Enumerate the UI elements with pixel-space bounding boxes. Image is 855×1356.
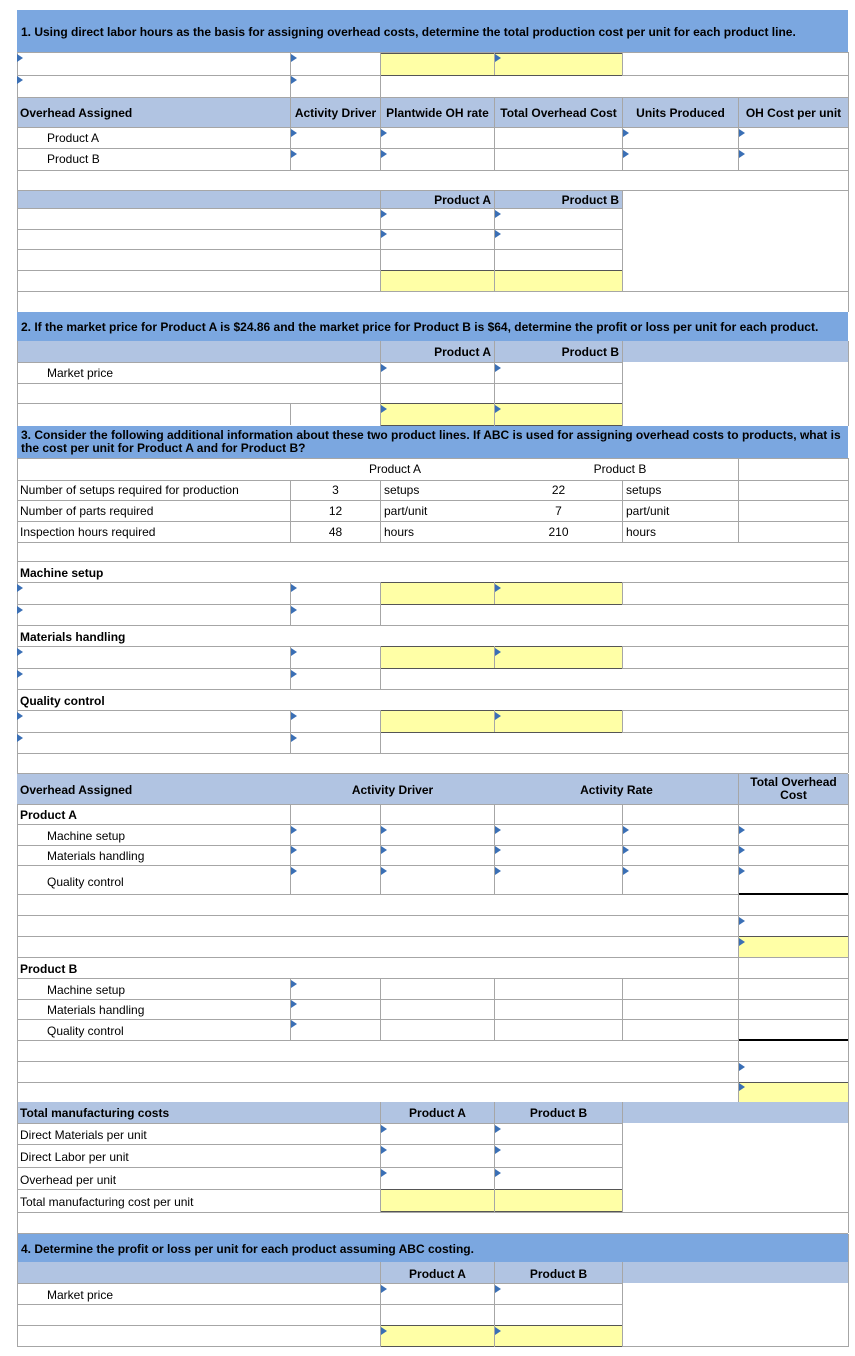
input-marker-icon — [291, 1000, 297, 1008]
grid-row-line — [17, 249, 622, 250]
q1-rate-answer[interactable] — [381, 53, 622, 76]
grid-col-line — [380, 978, 381, 1040]
grid-col-line — [848, 774, 849, 1233]
grid-col-line — [17, 98, 18, 191]
q2-col-b: Product B — [561, 345, 619, 359]
input-marker-icon — [291, 584, 297, 592]
q1-header-driver: Activity Driver — [294, 106, 377, 120]
grid-row-line — [17, 689, 848, 690]
input-marker-icon — [739, 867, 745, 875]
q3-info-col-b: Product B — [593, 462, 647, 476]
input-marker-icon — [739, 1063, 745, 1071]
info-row-b-value: 7 — [555, 504, 562, 518]
grid-row-line — [17, 915, 848, 916]
grid-row-line — [17, 753, 848, 754]
abc-header-rate: Activity Rate — [580, 783, 653, 797]
input-marker-icon — [739, 846, 745, 854]
input-marker-icon — [381, 129, 387, 137]
tmc-col-a: Product A — [409, 1106, 466, 1120]
q1-cost-per-unit-b[interactable] — [495, 270, 622, 292]
grid-row-line — [17, 1212, 848, 1213]
info-row-label: Number of parts required — [20, 504, 154, 518]
abc-b-materials-handling: Materials handling — [47, 1003, 145, 1017]
tmc-row-total: Total manufacturing cost per unit — [20, 1195, 194, 1209]
input-marker-icon — [495, 364, 501, 372]
q1-header-ohcost: OH Cost per unit — [745, 106, 842, 120]
input-marker-icon — [739, 150, 745, 158]
tmc-total-a[interactable] — [381, 1189, 494, 1212]
input-marker-icon — [739, 129, 745, 137]
grid-row-line — [17, 824, 848, 825]
grid-row-line — [17, 1082, 848, 1083]
grid-row-line — [17, 1019, 848, 1020]
grid-col-line — [848, 98, 849, 191]
grid-col-line — [848, 561, 849, 773]
input-marker-icon — [381, 230, 387, 238]
grid-row-line — [17, 458, 848, 459]
grid-col-line — [17, 341, 18, 426]
input-marker-icon — [17, 76, 23, 84]
grid-col-line — [622, 646, 623, 668]
input-marker-icon — [495, 1327, 501, 1335]
grid-col-line — [848, 1234, 849, 1347]
input-marker-icon — [381, 364, 387, 372]
grid-row-line — [17, 383, 622, 384]
abc-b-quality-control: Quality control — [47, 1024, 124, 1038]
input-marker-icon — [623, 150, 629, 158]
grid-row-line — [17, 148, 848, 149]
grid-row-line — [17, 865, 848, 866]
input-marker-icon — [739, 938, 745, 946]
info-row-b-unit: setups — [626, 483, 662, 497]
input-marker-icon — [623, 867, 629, 875]
input-marker-icon — [381, 846, 387, 854]
grid-col-line — [848, 341, 849, 426]
abc-b-machine-setup: Machine setup — [47, 983, 126, 997]
input-marker-icon — [495, 230, 501, 238]
input-marker-icon — [381, 150, 387, 158]
input-marker-icon — [291, 648, 297, 656]
input-marker-icon — [381, 405, 387, 413]
grid-row-line — [17, 894, 848, 895]
subtotal-rule — [739, 893, 848, 895]
info-row-a-value: 3 — [332, 483, 339, 497]
q1-question: 1. Using direct labor hours as the basis for assigning overhead costs, determine the total production cost per unit for each product line. — [21, 25, 796, 39]
input-marker-icon — [291, 867, 297, 875]
input-marker-icon — [495, 648, 501, 656]
grid-col-line — [848, 191, 849, 312]
input-marker-icon — [381, 826, 387, 834]
q1-cost-per-unit-a[interactable] — [381, 270, 494, 292]
info-row-label: Number of setups required for production — [20, 483, 239, 497]
grid-col-line — [17, 1234, 18, 1347]
tmc-row-dl: Direct Labor per unit — [20, 1150, 129, 1164]
input-marker-icon — [495, 1169, 501, 1177]
input-marker-icon — [291, 670, 297, 678]
input-marker-icon — [495, 584, 501, 592]
grid-row-line — [17, 291, 848, 292]
input-marker-icon — [381, 1327, 387, 1335]
input-marker-icon — [381, 1125, 387, 1133]
q1-summary-col-a: Product A — [434, 193, 491, 207]
abc-product-b: Product B — [20, 962, 78, 976]
input-marker-icon — [623, 846, 629, 854]
grid-col-line — [622, 1102, 623, 1213]
input-marker-icon — [495, 210, 501, 218]
input-marker-icon — [381, 1169, 387, 1177]
tmc-total-b[interactable] — [495, 1189, 622, 1212]
q2-profit-b[interactable] — [495, 403, 622, 426]
subtotal-rule — [739, 1039, 848, 1041]
grid-col-line — [848, 52, 849, 98]
q2-profit-a[interactable] — [381, 403, 494, 426]
q4-profit-b[interactable] — [495, 1325, 622, 1347]
grid-col-line — [494, 98, 495, 170]
input-marker-icon — [495, 1285, 501, 1293]
input-marker-icon — [291, 606, 297, 614]
input-marker-icon — [495, 846, 501, 854]
info-row-a-value: 12 — [328, 504, 343, 518]
input-marker-icon — [739, 826, 745, 834]
input-marker-icon — [495, 54, 501, 62]
grid-row-line — [17, 1167, 622, 1168]
q4-market-price-label: Market price — [47, 1288, 114, 1302]
tmc-title: Total manufacturing costs — [20, 1106, 170, 1120]
info-row-b-value: 22 — [551, 483, 566, 497]
grid-row-line — [17, 1061, 848, 1062]
input-marker-icon — [17, 734, 23, 742]
q4-profit-a[interactable] — [381, 1325, 494, 1347]
q1-summary-col-b: Product B — [561, 193, 619, 207]
q1-header-overhead: Overhead Assigned — [20, 106, 133, 120]
grid-row-line — [17, 500, 848, 501]
abc-header-driver: Activity Driver — [351, 783, 434, 797]
info-row-a-unit: hours — [384, 525, 415, 539]
q2-col-a: Product A — [434, 345, 491, 359]
input-marker-icon — [291, 734, 297, 742]
grid-row-line — [17, 362, 622, 363]
info-row-a-unit: part/unit — [384, 504, 428, 518]
grid-col-line — [622, 582, 623, 604]
input-marker-icon — [17, 712, 23, 720]
input-marker-icon — [291, 980, 297, 988]
abc-product-a: Product A — [20, 808, 77, 822]
grid-col-line — [494, 978, 495, 1040]
grid-row-line — [17, 845, 848, 846]
input-marker-icon — [291, 129, 297, 137]
input-marker-icon — [495, 867, 501, 875]
input-marker-icon — [495, 405, 501, 413]
pool-materials-handling: Materials handling — [20, 630, 126, 644]
grid-col-line — [622, 1262, 623, 1347]
grid-col-line — [290, 403, 291, 425]
grid-row-line — [17, 208, 622, 209]
grid-row-line — [17, 480, 848, 481]
input-marker-icon — [291, 76, 297, 84]
grid-row-line — [17, 127, 848, 128]
input-marker-icon — [17, 648, 23, 656]
q2-market-price-label: Market price — [47, 366, 114, 380]
info-row-a-unit: setups — [384, 483, 420, 497]
info-row-b-unit: hours — [626, 525, 657, 539]
input-marker-icon — [291, 826, 297, 834]
abc-a-cost-per-unit[interactable] — [739, 936, 848, 958]
grid-col-line — [17, 804, 18, 1233]
grid-col-line — [17, 458, 18, 561]
q1-header-total: Total Overhead Cost — [500, 106, 617, 120]
tmc-col-b: Product B — [529, 1106, 588, 1120]
grid-row-line — [17, 229, 622, 230]
grid-row-line — [17, 521, 848, 522]
q3-info-col-a: Product A — [368, 462, 422, 476]
input-marker-icon — [495, 1125, 501, 1133]
grid-col-line — [622, 191, 623, 292]
info-row-b-value: 210 — [548, 525, 569, 539]
grid-col-line — [622, 710, 623, 732]
machine-setup-rate-answer[interactable] — [381, 582, 622, 605]
grid-col-line — [848, 458, 849, 561]
grid-row-line — [17, 170, 848, 171]
input-marker-icon — [291, 150, 297, 158]
input-marker-icon — [17, 54, 23, 62]
input-marker-icon — [381, 867, 387, 875]
input-marker-icon — [623, 826, 629, 834]
input-marker-icon — [291, 54, 297, 62]
info-row-label: Inspection hours required — [20, 525, 156, 539]
abc-header-overhead: Overhead Assigned — [20, 783, 133, 797]
pool-quality-control: Quality control — [20, 694, 105, 708]
grid-row-line — [17, 1283, 622, 1284]
quality-control-rate-answer[interactable] — [381, 710, 622, 733]
abc-b-cost-per-unit[interactable] — [739, 1082, 848, 1103]
q1-header-units: Units Produced — [636, 106, 725, 120]
input-marker-icon — [17, 584, 23, 592]
grid-row-line — [17, 1144, 622, 1145]
input-marker-icon — [495, 1146, 501, 1154]
grid-col-line — [622, 978, 623, 1040]
grid-col-line — [622, 480, 623, 543]
grid-row-line — [17, 804, 848, 805]
grid-row-line — [17, 542, 848, 543]
grid-row-line — [17, 1304, 622, 1305]
q1-row-product-a: Product A — [47, 131, 100, 145]
input-marker-icon — [495, 712, 501, 720]
tmc-row-dm: Direct Materials per unit — [20, 1128, 147, 1142]
materials-handling-rate-answer[interactable] — [381, 646, 622, 669]
abc-a-quality-control: Quality control — [47, 875, 124, 889]
grid-col-line — [380, 480, 381, 543]
q4-col-a: Product A — [409, 1267, 466, 1281]
input-marker-icon — [17, 670, 23, 678]
grid-row-line — [17, 561, 848, 562]
input-marker-icon — [381, 1285, 387, 1293]
grid-col-line — [17, 191, 18, 292]
info-row-b-unit: part/unit — [626, 504, 670, 518]
grid-row-line — [17, 957, 848, 958]
q4-question: 4. Determine the profit or loss per unit for each product assuming ABC costing. — [21, 1242, 474, 1256]
tmc-row-oh: Overhead per unit — [20, 1173, 117, 1187]
grid-col-line — [17, 291, 18, 312]
grid-row-line — [17, 999, 848, 1000]
input-marker-icon — [291, 846, 297, 854]
input-marker-icon — [291, 1020, 297, 1028]
grid-col-line — [622, 341, 623, 426]
input-marker-icon — [381, 1146, 387, 1154]
info-row-a-value: 48 — [328, 525, 343, 539]
q4-col-b: Product B — [529, 1267, 588, 1281]
q2-question: 2. If the market price for Product A is $24.86 and the market price for Product B is $64, determine the profit or loss per unit for each product. — [21, 320, 819, 334]
pool-machine-setup: Machine setup — [20, 566, 104, 580]
grid-row-line — [17, 1123, 622, 1124]
input-marker-icon — [17, 606, 23, 614]
input-marker-icon — [291, 712, 297, 720]
input-marker-icon — [739, 1083, 745, 1091]
input-marker-icon — [739, 917, 745, 925]
abc-header-total: Total Overhead Cost — [750, 775, 837, 802]
q1-header-rate: Plantwide OH rate — [386, 106, 489, 120]
grid-col-line — [622, 53, 623, 75]
q1-row-product-b: Product B — [47, 152, 100, 166]
abc-a-machine-setup: Machine setup — [47, 829, 126, 843]
grid-row-line — [17, 625, 848, 626]
grid-row-line — [17, 936, 848, 937]
grid-row-line — [17, 978, 848, 979]
input-marker-icon — [495, 826, 501, 834]
input-marker-icon — [381, 210, 387, 218]
input-marker-icon — [623, 129, 629, 137]
grid-row-line — [17, 1040, 848, 1041]
q3-question: 3. Consider the following additional information about these two product lines. If ABC is used for assigning overhead costs to products, what is the cost per unit for Product A and for Product B? — [21, 428, 841, 455]
abc-a-materials-handling: Materials handling — [47, 849, 145, 863]
